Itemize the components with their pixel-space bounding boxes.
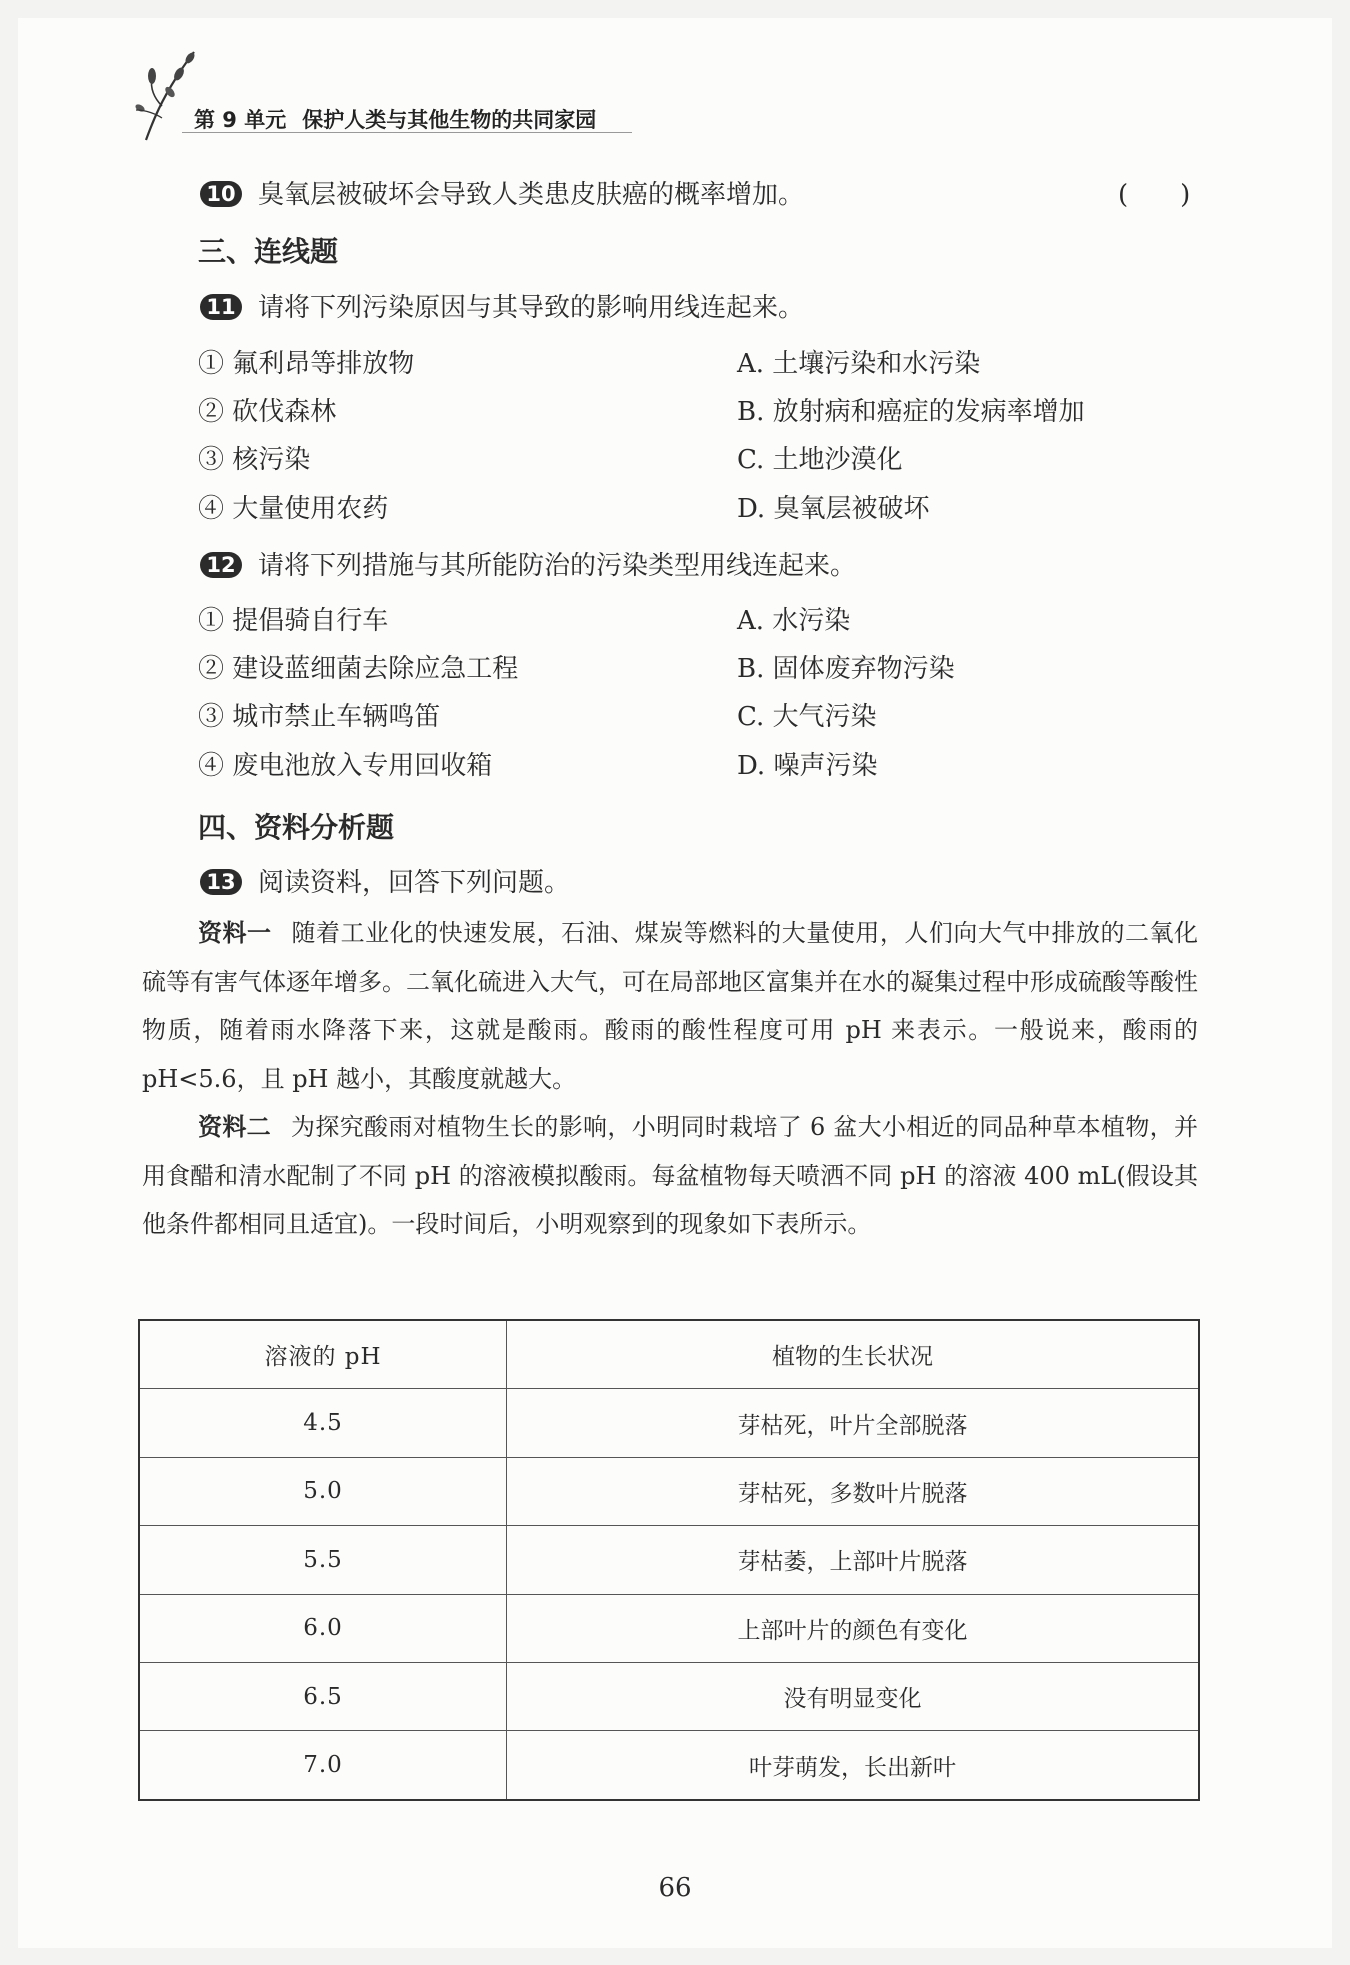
table-cell: 6.5 bbox=[139, 1662, 507, 1730]
column-header: 溶液的 pH bbox=[139, 1320, 507, 1389]
table-row bbox=[139, 1457, 1199, 1525]
header-title bbox=[194, 104, 596, 134]
material-two bbox=[142, 1103, 1198, 1249]
question-number: 12 bbox=[200, 552, 242, 578]
table-cell: 6.0 bbox=[139, 1594, 507, 1662]
list-item: D. 臭氧层被破坏 bbox=[737, 494, 930, 524]
question-text: 臭氧层被破坏会导致人类患皮肤癌的概率增加。 bbox=[258, 180, 805, 210]
plant-sprig-icon bbox=[132, 48, 202, 143]
question-prompt: 阅读资料，回答下列问题。 bbox=[258, 868, 571, 898]
page-number: 66 bbox=[658, 1873, 692, 1903]
section-heading-analysis: 四、资料分析题 bbox=[198, 811, 395, 844]
question-12 bbox=[200, 549, 856, 583]
list-item: ③ 核污染 bbox=[198, 445, 311, 475]
column-header: 植物的生长状况 bbox=[507, 1320, 1200, 1389]
list-item: ③ 城市禁止车辆鸣笛 bbox=[198, 702, 441, 732]
table-cell: 芽枯萎，上部叶片脱落 bbox=[507, 1526, 1200, 1594]
question-prompt: 请将下列污染原因与其导致的影响用线连起来。 bbox=[258, 293, 805, 323]
answer-bracket: ( ) bbox=[1118, 180, 1191, 210]
question-prompt: 请将下列措施与其所能防治的污染类型用线连起来。 bbox=[258, 551, 857, 581]
unit-label: 第 9 单元 bbox=[194, 108, 287, 132]
section-heading-matching: 三、连线题 bbox=[198, 235, 339, 268]
list-item: A. 土壤污染和水污染 bbox=[737, 349, 981, 379]
list-item: B. 放射病和癌症的发病率增加 bbox=[737, 397, 1085, 427]
list-item: ② 建设蓝细菌去除应急工程 bbox=[198, 654, 519, 684]
header-rule bbox=[182, 132, 632, 133]
table-cell: 5.0 bbox=[139, 1457, 507, 1525]
material-text: 随着工业化的快速发展，石油、煤炭等燃料的大量使用，人们向大气中排放的二氧化硫等有害气体逐年增多。二氧化硫进入大气，可在局部地区富集并在水的凝集过程中形成硫酸等酸性物质，随着雨水降落下来，这就是酸雨。酸雨的酸性程度可用 pH 来表示。一般说来，酸雨的 pH<5.6，且 pH 越小，其酸度就越大。 bbox=[142, 919, 1199, 1093]
list-item: A. 水污染 bbox=[737, 606, 851, 636]
table-cell: 叶芽萌发，长出新叶 bbox=[507, 1731, 1200, 1800]
table-cell: 没有明显变化 bbox=[507, 1662, 1200, 1730]
question-number: 11 bbox=[200, 294, 242, 320]
table-cell: 芽枯死，叶片全部脱落 bbox=[507, 1389, 1200, 1457]
question-number: 13 bbox=[200, 869, 242, 895]
results-table bbox=[138, 1319, 1200, 1801]
list-item: D. 噪声污染 bbox=[737, 751, 878, 781]
material-text: 为探究酸雨对植物生长的影响，小明同时栽培了 6 盆大小相近的同品种草本植物，并用食醋和清水配制了不同 pH 的溶液模拟酸雨。每盆植物每天喷洒不同 pH 的溶液 400 mL(假设其他条件都相同且适宜)。一段时间后，小明观察到的现象如下表所示。 bbox=[142, 1113, 1198, 1238]
table-cell: 7.0 bbox=[139, 1731, 507, 1800]
list-item: ④ 废电池放入专用回收箱 bbox=[198, 751, 493, 781]
material-one bbox=[142, 909, 1198, 1103]
table-cell: 4.5 bbox=[139, 1389, 507, 1457]
list-item: ① 氟利昂等排放物 bbox=[198, 349, 415, 379]
table-cell: 芽枯死，多数叶片脱落 bbox=[507, 1457, 1200, 1525]
running-header bbox=[132, 48, 692, 148]
list-item: ① 提倡骑自行车 bbox=[198, 606, 389, 636]
material-label: 资料一 bbox=[198, 919, 272, 947]
list-item: C. 土地沙漠化 bbox=[737, 445, 903, 475]
table-row bbox=[139, 1389, 1199, 1457]
table-cell: 上部叶片的颜色有变化 bbox=[507, 1594, 1200, 1662]
table-row bbox=[139, 1526, 1199, 1594]
list-item: ④ 大量使用农药 bbox=[198, 494, 389, 524]
table-row bbox=[139, 1594, 1199, 1662]
table-row bbox=[139, 1731, 1199, 1800]
table-header-row bbox=[139, 1320, 1199, 1389]
table-cell: 5.5 bbox=[139, 1526, 507, 1594]
question-13 bbox=[200, 866, 570, 900]
question-11 bbox=[200, 291, 804, 325]
question-10 bbox=[200, 178, 804, 212]
unit-title: 保护人类与其他生物的共同家园 bbox=[302, 108, 597, 132]
list-item: ② 砍伐森林 bbox=[198, 397, 337, 427]
question-number: 10 bbox=[200, 181, 242, 207]
list-item: B. 固体废弃物污染 bbox=[737, 654, 955, 684]
table-row bbox=[139, 1662, 1199, 1730]
list-item: C. 大气污染 bbox=[737, 702, 877, 732]
material-label: 资料二 bbox=[198, 1113, 272, 1141]
